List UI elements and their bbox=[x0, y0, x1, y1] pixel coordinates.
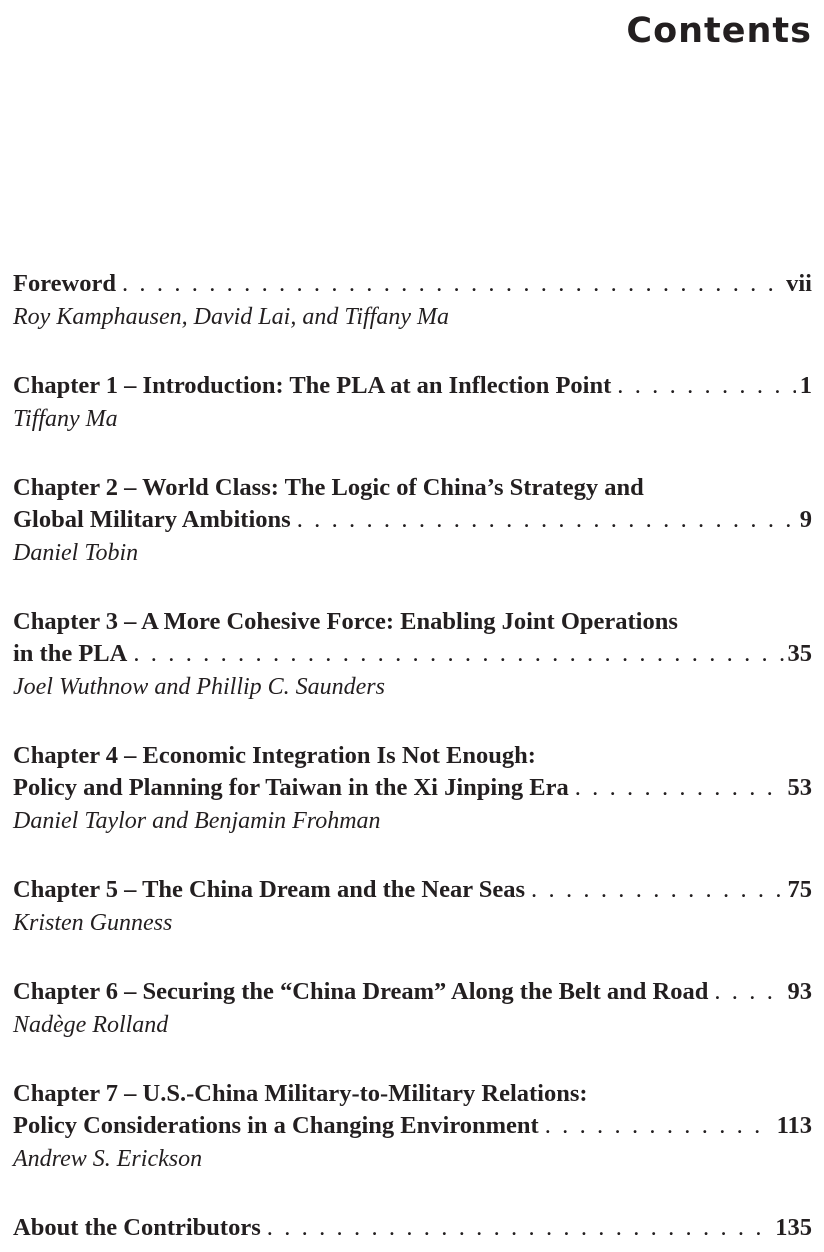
toc-entry-chapter-1[interactable] bbox=[13, 370, 812, 436]
toc-title-line bbox=[13, 638, 812, 670]
toc-entry-chapter-4[interactable] bbox=[13, 740, 812, 838]
toc-title-first-line: Chapter 7 – U.S.-China Military-to-Military Relations: bbox=[13, 1080, 588, 1107]
toc-authors: Kristen Gunness bbox=[13, 910, 173, 936]
toc-entry-about-contributors[interactable] bbox=[13, 1212, 812, 1244]
toc-title: About the Contributors bbox=[13, 1214, 261, 1241]
toc-title-line bbox=[13, 772, 812, 804]
dot-leader bbox=[267, 1212, 772, 1244]
page-number: 93 bbox=[787, 978, 812, 1005]
toc-title: Chapter 1 – Introduction: The PLA at an Inflection Point bbox=[13, 372, 612, 399]
page-number: 135 bbox=[775, 1214, 812, 1241]
toc-title-first-line: Chapter 2 – World Class: The Logic of China’s Strategy and bbox=[13, 474, 644, 501]
page-title: Contents bbox=[626, 11, 812, 51]
dot-leader bbox=[122, 268, 782, 300]
toc-title: Chapter 6 – Securing the “China Dream” Along the Belt and Road bbox=[13, 978, 709, 1005]
toc-title: Policy Considerations in a Changing Environment bbox=[13, 1112, 539, 1139]
toc-entry-chapter-6[interactable] bbox=[13, 976, 812, 1042]
dot-leader bbox=[575, 772, 784, 804]
toc-entry-foreword[interactable] bbox=[13, 268, 812, 334]
toc-title-line bbox=[13, 504, 812, 536]
toc-authors: Roy Kamphausen, David Lai, and Tiffany Ma bbox=[13, 304, 449, 330]
toc-authors: Nadège Rolland bbox=[13, 1012, 169, 1038]
toc-title: Foreword bbox=[13, 270, 116, 297]
toc-title-first-line: Chapter 4 – Economic Integration Is Not Enough: bbox=[13, 742, 536, 769]
toc-entry-chapter-3[interactable] bbox=[13, 606, 812, 704]
page-number: vii bbox=[786, 270, 812, 297]
page-number: 75 bbox=[787, 876, 812, 903]
toc-entry-chapter-7[interactable] bbox=[13, 1078, 812, 1176]
toc-title-line bbox=[13, 268, 812, 300]
dot-leader bbox=[545, 1110, 773, 1142]
page-number: 53 bbox=[787, 774, 812, 801]
page-number: 113 bbox=[776, 1112, 812, 1139]
dot-leader bbox=[531, 874, 783, 906]
toc-authors: Tiffany Ma bbox=[13, 406, 118, 432]
toc-title: in the PLA bbox=[13, 640, 128, 667]
toc-title-line bbox=[13, 874, 812, 906]
toc-authors: Daniel Tobin bbox=[13, 540, 139, 566]
toc-title: Global Military Ambitions bbox=[13, 506, 291, 533]
toc-title: Chapter 5 – The China Dream and the Near Seas bbox=[13, 876, 526, 903]
toc-entry-chapter-2[interactable] bbox=[13, 472, 812, 570]
toc-authors: Andrew S. Erickson bbox=[13, 1146, 203, 1172]
page-number: 9 bbox=[799, 506, 812, 533]
toc-title-line bbox=[13, 1110, 812, 1142]
toc-authors: Daniel Taylor and Benjamin Frohman bbox=[13, 808, 381, 834]
dot-leader bbox=[617, 370, 795, 402]
toc-title-first-line: Chapter 3 – A More Cohesive Force: Enabling Joint Operations bbox=[13, 608, 678, 635]
dot-leader bbox=[133, 638, 783, 670]
toc-authors: Joel Wuthnow and Phillip C. Saunders bbox=[13, 674, 385, 700]
toc-title-line bbox=[13, 1212, 812, 1244]
page-number: 35 bbox=[787, 640, 812, 667]
toc-title-line bbox=[13, 370, 812, 402]
page-number: 1 bbox=[799, 372, 812, 399]
dot-leader bbox=[714, 976, 783, 1008]
toc-title-line bbox=[13, 976, 812, 1008]
toc-title: Policy and Planning for Taiwan in the Xi Jinping Era bbox=[13, 774, 569, 801]
toc-entry-chapter-5[interactable] bbox=[13, 874, 812, 940]
table-of-contents bbox=[13, 268, 812, 1244]
dot-leader bbox=[297, 504, 796, 536]
